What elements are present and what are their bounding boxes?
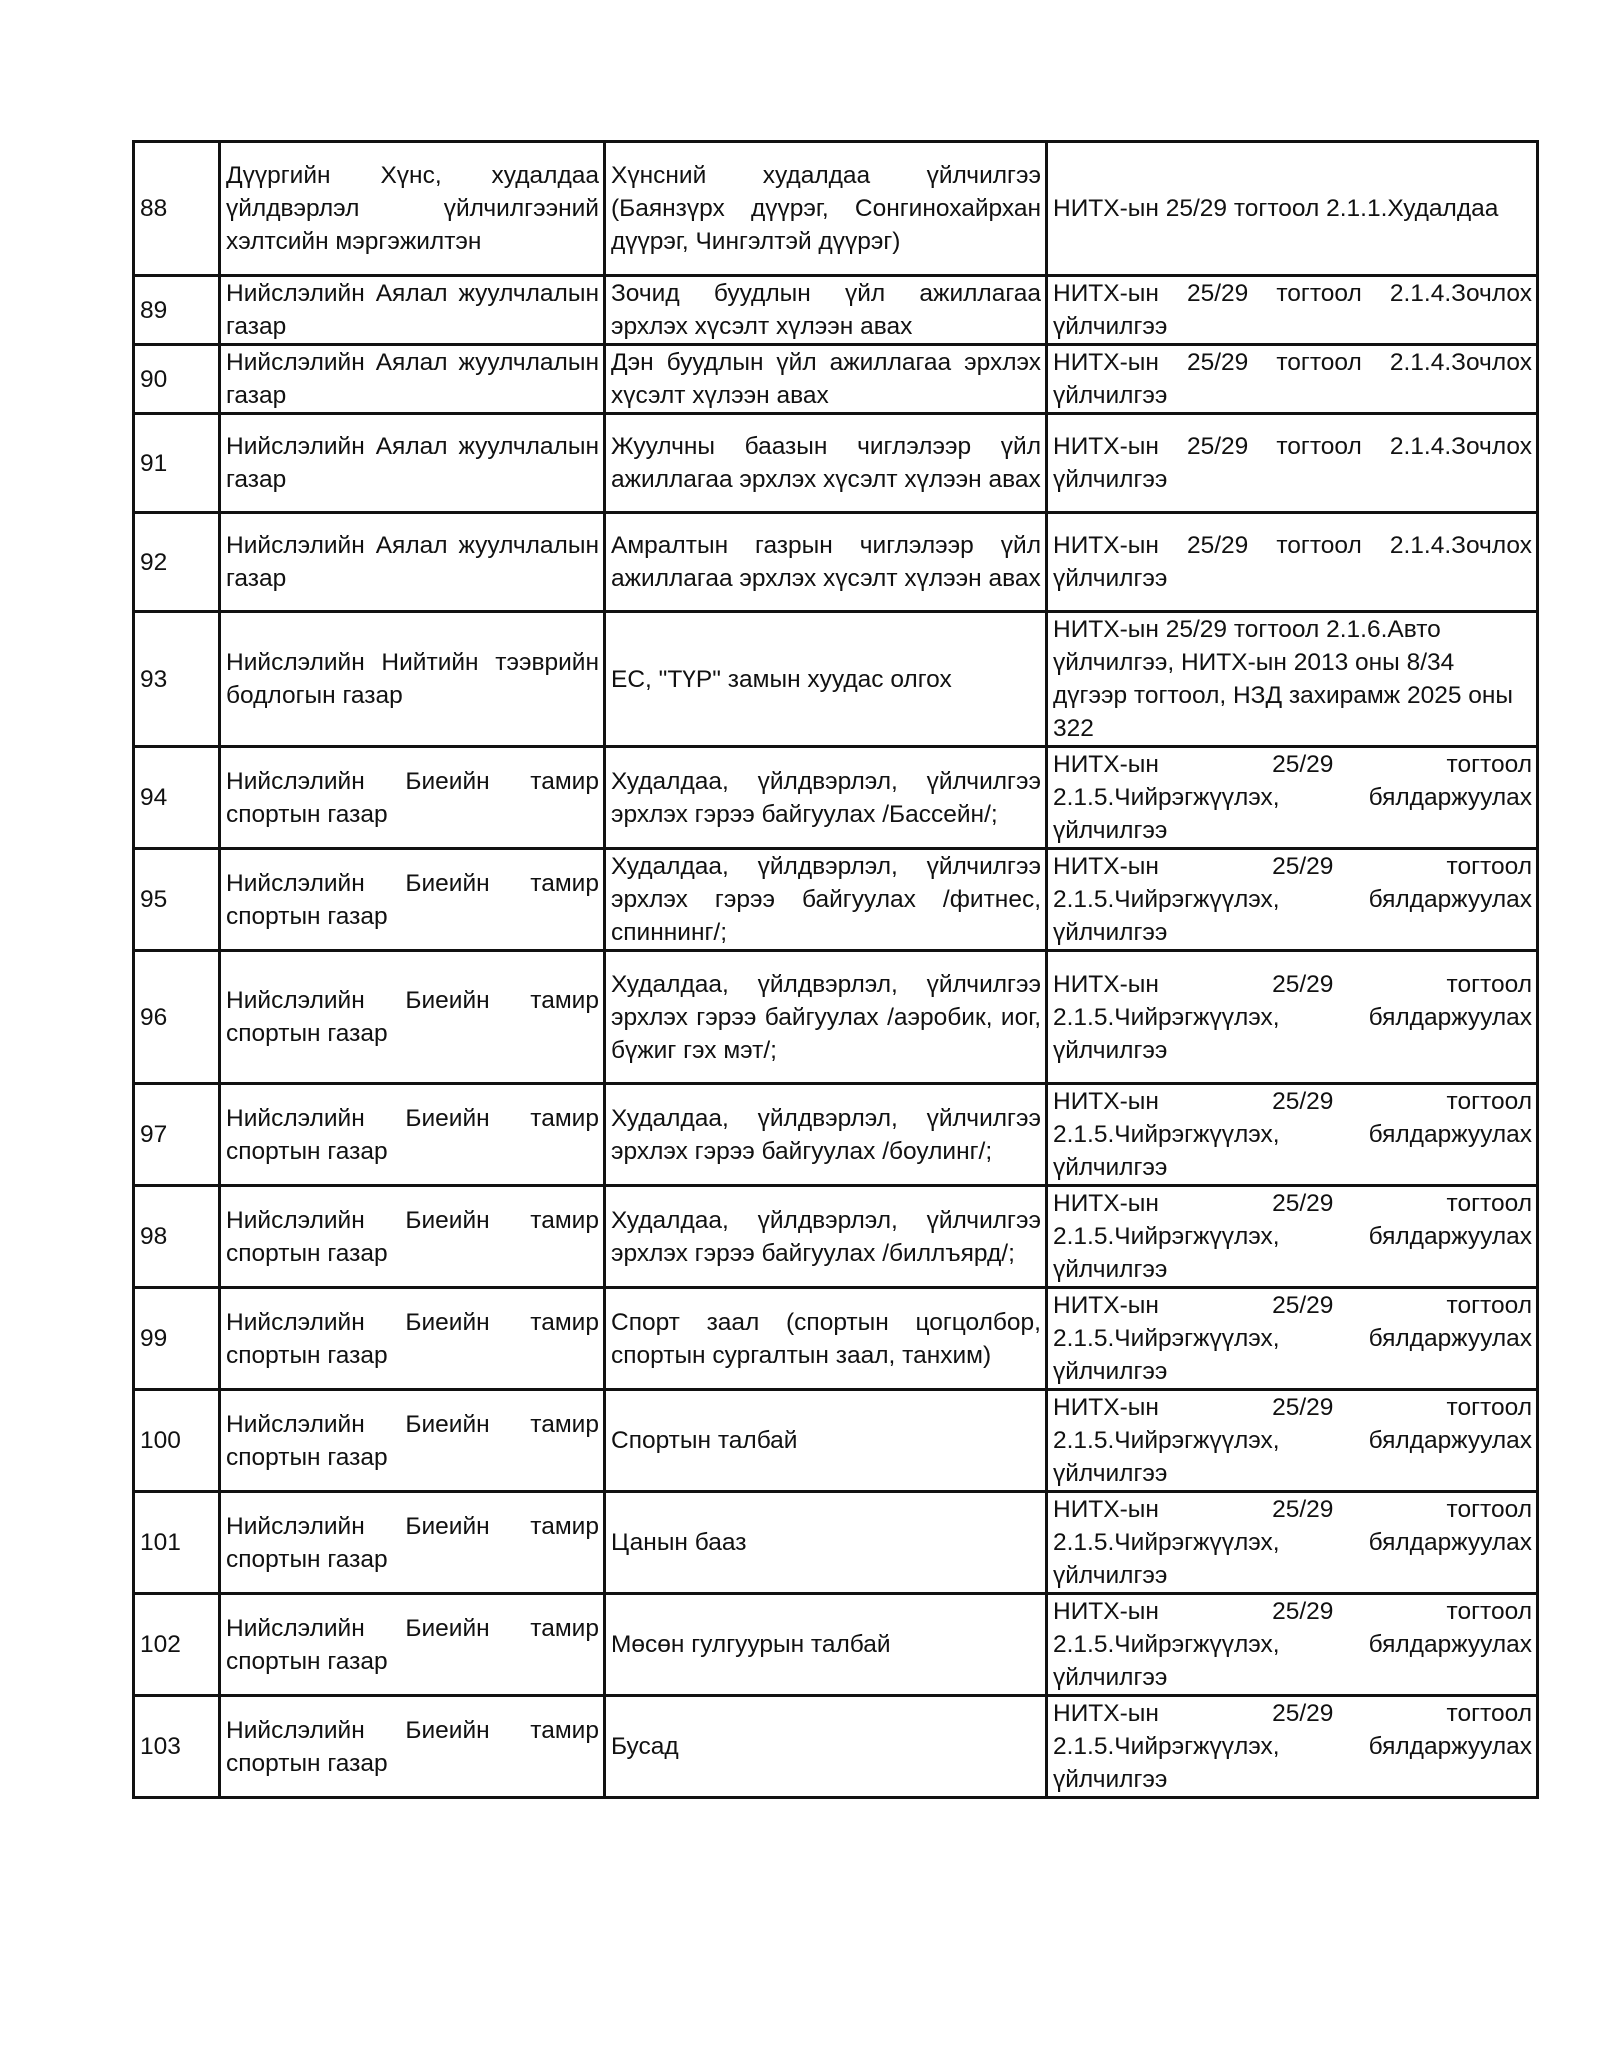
organization-cell: Нийслэлийн Биеийн тамир спортын газар xyxy=(220,849,605,951)
service-cell: Мөсөн гулгуурын талбай xyxy=(605,1594,1047,1696)
legal-basis-cell: НИТХ-ын 25/29 тогтоол 2.1.5.Чийрэгжүүлэх, бялдаржуулах үйлчилгээ xyxy=(1047,1186,1538,1288)
row-number: 96 xyxy=(134,951,220,1084)
organization-cell: Нийслэлийн Биеийн тамир спортын газар xyxy=(220,1492,605,1594)
table-row xyxy=(134,142,1538,276)
service-cell: Амралтын газрын чиглэлээр үйл ажиллагаа эрхлэх хүсэлт хүлээн авах xyxy=(605,513,1047,612)
organization-cell: Нийслэлийн Биеийн тамир спортын газар xyxy=(220,1696,605,1798)
legal-basis-cell: НИТХ-ын 25/29 тогтоол 2.1.5.Чийрэгжүүлэх, бялдаржуулах үйлчилгээ xyxy=(1047,1390,1538,1492)
table-row xyxy=(134,345,1538,414)
legal-basis-cell: НИТХ-ын 25/29 тогтоол 2.1.5.Чийрэгжүүлэх, бялдаржуулах үйлчилгээ xyxy=(1047,1696,1538,1798)
legal-basis-cell: НИТХ-ын 25/29 тогтоол 2.1.5.Чийрэгжүүлэх, бялдаржуулах үйлчилгээ xyxy=(1047,1288,1538,1390)
legal-basis-cell: НИТХ-ын 25/29 тогтоол 2.1.5.Чийрэгжүүлэх, бялдаржуулах үйлчилгээ xyxy=(1047,849,1538,951)
services-table xyxy=(132,140,1539,1799)
table-row xyxy=(134,1186,1538,1288)
legal-basis-cell: НИТХ-ын 25/29 тогтоол 2.1.4.Зочлох үйлчилгээ xyxy=(1047,276,1538,345)
table-row xyxy=(134,1594,1538,1696)
row-number: 94 xyxy=(134,747,220,849)
legal-basis-cell: НИТХ-ын 25/29 тогтоол 2.1.4.Зочлох үйлчилгээ xyxy=(1047,345,1538,414)
service-cell: Жуулчны баазын чиглэлээр үйл ажиллагаа эрхлэх хүсэлт хүлээн авах xyxy=(605,414,1047,513)
legal-basis-cell: НИТХ-ын 25/29 тогтоол 2.1.5.Чийрэгжүүлэх, бялдаржуулах үйлчилгээ xyxy=(1047,951,1538,1084)
legal-basis-cell: НИТХ-ын 25/29 тогтоол 2.1.1.Худалдаа xyxy=(1047,142,1538,276)
table-row xyxy=(134,1084,1538,1186)
table-row xyxy=(134,1288,1538,1390)
row-number: 97 xyxy=(134,1084,220,1186)
organization-cell: Нийслэлийн Биеийн тамир спортын газар xyxy=(220,747,605,849)
row-number: 98 xyxy=(134,1186,220,1288)
row-number: 103 xyxy=(134,1696,220,1798)
service-cell: Худалдаа, үйлдвэрлэл, үйлчилгээ эрхлэх гэрээ байгуулах /биллъярд/; xyxy=(605,1186,1047,1288)
row-number: 101 xyxy=(134,1492,220,1594)
row-number: 91 xyxy=(134,414,220,513)
legal-basis-cell: НИТХ-ын 25/29 тогтоол 2.1.5.Чийрэгжүүлэх, бялдаржуулах үйлчилгээ xyxy=(1047,1492,1538,1594)
table-row xyxy=(134,1492,1538,1594)
organization-cell: Нийслэлийн Аялал жуулчлалын газар xyxy=(220,276,605,345)
legal-basis-cell: НИТХ-ын 25/29 тогтоол 2.1.4.Зочлох үйлчилгээ xyxy=(1047,414,1538,513)
organization-cell: Нийслэлийн Нийтийн тээврийн бодлогын газар xyxy=(220,612,605,747)
row-number: 99 xyxy=(134,1288,220,1390)
table-row xyxy=(134,276,1538,345)
organization-cell: Нийслэлийн Биеийн тамир спортын газар xyxy=(220,1288,605,1390)
service-cell: Хүнсний худалдаа үйлчилгээ (Баянзүрх дүүрэг, Сонгинохайрхан дүүрэг, Чингэлтэй дүүрэг) xyxy=(605,142,1047,276)
row-number: 93 xyxy=(134,612,220,747)
organization-cell: Нийслэлийн Биеийн тамир спортын газар xyxy=(220,1186,605,1288)
table-row xyxy=(134,951,1538,1084)
organization-cell: Нийслэлийн Биеийн тамир спортын газар xyxy=(220,1390,605,1492)
legal-basis-cell: НИТХ-ын 25/29 тогтоол 2.1.6.Авто үйлчилгээ, НИТХ-ын 2013 оны 8/34 дүгээр тогтоол, НЗД захирамж 2025 оны 322 xyxy=(1047,612,1538,747)
service-cell: Спорт заал (спортын цогцолбор, спортын сургалтын заал, танхим) xyxy=(605,1288,1047,1390)
table-row xyxy=(134,747,1538,849)
organization-cell: Нийслэлийн Биеийн тамир спортын газар xyxy=(220,1594,605,1696)
service-cell: Цанын бааз xyxy=(605,1492,1047,1594)
service-cell: Худалдаа, үйлдвэрлэл, үйлчилгээ эрхлэх гэрээ байгуулах /фитнес, спиннинг/; xyxy=(605,849,1047,951)
service-cell: Зочид буудлын үйл ажиллагаа эрхлэх хүсэлт хүлээн авах xyxy=(605,276,1047,345)
legal-basis-cell: НИТХ-ын 25/29 тогтоол 2.1.5.Чийрэгжүүлэх, бялдаржуулах үйлчилгээ xyxy=(1047,747,1538,849)
row-number: 88 xyxy=(134,142,220,276)
table-row xyxy=(134,414,1538,513)
legal-basis-cell: НИТХ-ын 25/29 тогтоол 2.1.5.Чийрэгжүүлэх, бялдаржуулах үйлчилгээ xyxy=(1047,1594,1538,1696)
organization-cell: Нийслэлийн Биеийн тамир спортын газар xyxy=(220,1084,605,1186)
service-cell: Дэн буудлын үйл ажиллагаа эрхлэх хүсэлт хүлээн авах xyxy=(605,345,1047,414)
row-number: 90 xyxy=(134,345,220,414)
legal-basis-cell: НИТХ-ын 25/29 тогтоол 2.1.4.Зочлох үйлчилгээ xyxy=(1047,513,1538,612)
legal-basis-cell: НИТХ-ын 25/29 тогтоол 2.1.5.Чийрэгжүүлэх, бялдаржуулах үйлчилгээ xyxy=(1047,1084,1538,1186)
row-number: 92 xyxy=(134,513,220,612)
table-row xyxy=(134,612,1538,747)
service-cell: Худалдаа, үйлдвэрлэл, үйлчилгээ эрхлэх гэрээ байгуулах /аэробик, иог, бүжиг гэх мэт/; xyxy=(605,951,1047,1084)
row-number: 100 xyxy=(134,1390,220,1492)
table-row xyxy=(134,513,1538,612)
service-cell: ЕС, "ТҮР" замын хуудас олгох xyxy=(605,612,1047,747)
service-cell: Худалдаа, үйлдвэрлэл, үйлчилгээ эрхлэх гэрээ байгуулах /Бассейн/; xyxy=(605,747,1047,849)
service-cell: Худалдаа, үйлдвэрлэл, үйлчилгээ эрхлэх гэрээ байгуулах /боулинг/; xyxy=(605,1084,1047,1186)
row-number: 95 xyxy=(134,849,220,951)
service-cell: Бусад xyxy=(605,1696,1047,1798)
table-row xyxy=(134,1390,1538,1492)
table-row xyxy=(134,1696,1538,1798)
organization-cell: Нийслэлийн Биеийн тамир спортын газар xyxy=(220,951,605,1084)
organization-cell: Нийслэлийн Аялал жуулчлалын газар xyxy=(220,345,605,414)
service-cell: Спортын талбай xyxy=(605,1390,1047,1492)
table-row xyxy=(134,849,1538,951)
organization-cell: Нийслэлийн Аялал жуулчлалын газар xyxy=(220,513,605,612)
row-number: 89 xyxy=(134,276,220,345)
organization-cell: Нийслэлийн Аялал жуулчлалын газар xyxy=(220,414,605,513)
organization-cell: Дүүргийн Хүнс, худалдаа үйлдвэрлэл үйлчилгээний хэлтсийн мэргэжилтэн xyxy=(220,142,605,276)
row-number: 102 xyxy=(134,1594,220,1696)
